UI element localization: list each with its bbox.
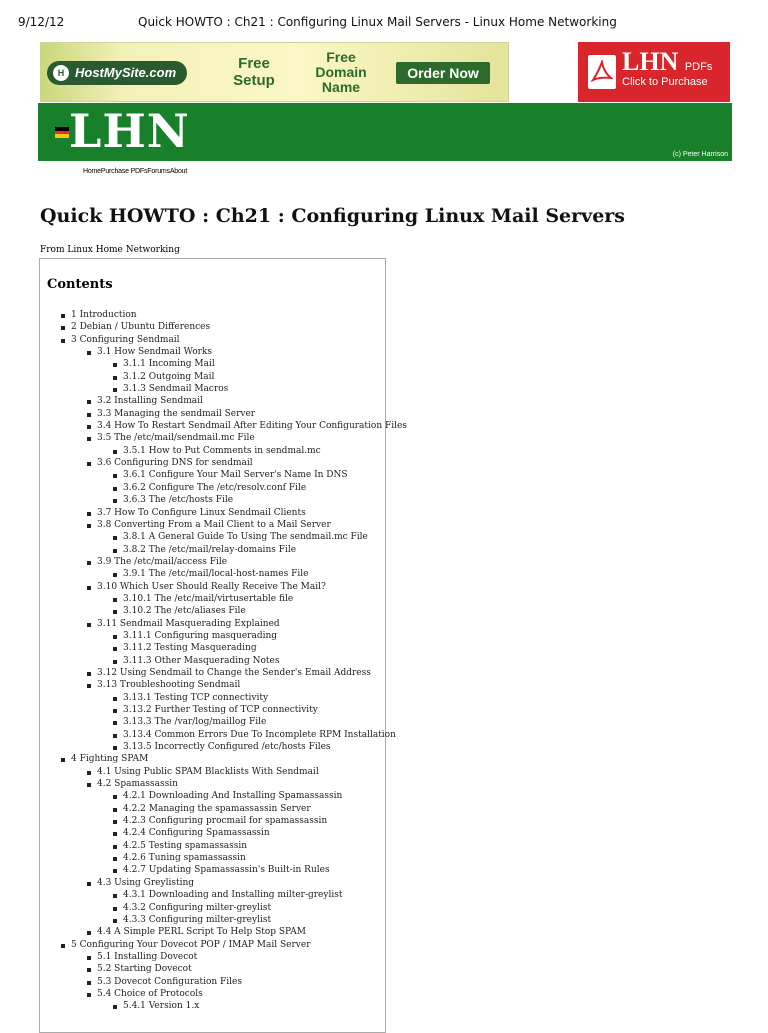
toc-title: Contents bbox=[47, 277, 113, 292]
lhn-pdfs-title-suffix: PDFs bbox=[684, 61, 713, 73]
toc-item[interactable]: 3.10.1 The /etc/mail/virtusertable file bbox=[40, 593, 407, 605]
toc-item[interactable]: 3.8 Converting From a Mail Client to a Mail Server bbox=[40, 519, 407, 531]
from-line: From Linux Home Networking bbox=[40, 245, 180, 255]
toc-item[interactable]: 2 Debian / Ubuntu Differences bbox=[40, 321, 407, 333]
toc-item[interactable]: 4.3.1 Downloading and Installing milter-greylist bbox=[40, 889, 407, 901]
toc-item[interactable]: 4.3.2 Configuring milter-greylist bbox=[40, 902, 407, 914]
toc-item[interactable]: 5.4 Choice of Protocols bbox=[40, 988, 407, 1000]
toc-item[interactable]: 3.1.1 Incoming Mail bbox=[40, 358, 407, 370]
print-header bbox=[0, 0, 768, 40]
lhn-pdfs-title-main: LHN bbox=[622, 47, 679, 76]
toc-item[interactable]: 3.6 Configuring DNS for sendmail bbox=[40, 457, 407, 469]
toc-item[interactable]: 3.6.3 The /etc/hosts File bbox=[40, 494, 407, 506]
toc-item[interactable]: 5.2 Starting Dovecot bbox=[40, 963, 407, 975]
toc-item[interactable]: 4.2.6 Tuning spamassassin bbox=[40, 852, 407, 864]
toc-item[interactable]: 4.3 Using Greylisting bbox=[40, 877, 407, 889]
hostmysite-logo-text: HostMySite.com bbox=[75, 65, 177, 80]
toc-list bbox=[40, 309, 407, 1013]
toc-item[interactable]: 4.4 A Simple PERL Script To Help Stop SPAM bbox=[40, 926, 407, 938]
toc-item[interactable]: 3.1 How Sendmail Works bbox=[40, 346, 407, 358]
pdf-icon bbox=[588, 55, 616, 89]
flag-icon bbox=[55, 127, 69, 138]
toc-item[interactable]: 3 Configuring Sendmail bbox=[40, 334, 407, 346]
ad-order-now-button[interactable]: Order Now bbox=[396, 62, 490, 84]
toc-item[interactable]: 3.9.1 The /etc/mail/local-host-names File bbox=[40, 568, 407, 580]
toc-item[interactable]: 4.2.5 Testing spamassassin bbox=[40, 840, 407, 852]
toc-item[interactable]: 3.10 Which User Should Really Receive The Mail? bbox=[40, 581, 407, 593]
toc-item[interactable]: 3.10.2 The /etc/aliases File bbox=[40, 605, 407, 617]
toc-item[interactable]: 3.6.1 Configure Your Mail Server's Name In DNS bbox=[40, 469, 407, 481]
toc-item[interactable]: 3.11 Sendmail Masquerading Explained bbox=[40, 618, 407, 630]
toc-item[interactable]: 3.5.1 How to Put Comments in sendmal.mc bbox=[40, 445, 407, 457]
toc-item[interactable]: 4.2.7 Updating Spamassassin's Built-in Rules bbox=[40, 864, 407, 876]
ad-free-domain-text: Free Domain Name bbox=[315, 49, 367, 95]
toc-item[interactable]: 3.12 Using Sendmail to Change the Sender's Email Address bbox=[40, 667, 407, 679]
toc-item[interactable]: 5.4.1 Version 1.x bbox=[40, 1000, 407, 1012]
toc-item[interactable]: 3.13.3 The /var/log/maillog File bbox=[40, 716, 407, 728]
lhn-pdfs-ad-banner[interactable] bbox=[578, 42, 730, 102]
toc-item[interactable]: 4.2.2 Managing the spamassassin Server bbox=[40, 803, 407, 815]
toc-item[interactable]: 4.3.3 Configuring milter-greylist bbox=[40, 914, 407, 926]
toc-item[interactable]: 3.7 How To Configure Linux Sendmail Clients bbox=[40, 507, 407, 519]
nav-purchase-pdfs-link[interactable]: Purchase PDFs bbox=[100, 168, 148, 175]
print-date: 9/12/12 bbox=[18, 15, 65, 29]
toc-item[interactable]: 3.11.2 Testing Masquerading bbox=[40, 642, 407, 654]
top-navigation bbox=[83, 168, 187, 175]
print-title: Quick HOWTO : Ch21 : Configuring Linux Mail Servers - Linux Home Networking bbox=[138, 15, 617, 29]
table-of-contents bbox=[39, 258, 407, 1033]
nav-home-link[interactable]: Home bbox=[83, 168, 101, 175]
toc-item[interactable]: 3.11.1 Configuring masquerading bbox=[40, 630, 407, 642]
hostmysite-logo bbox=[47, 61, 187, 85]
toc-item[interactable]: 3.13.1 Testing TCP connectivity bbox=[40, 692, 407, 704]
click-to-purchase-text: Click to Purchase bbox=[622, 76, 708, 88]
toc-item[interactable]: 3.8.1 A General Guide To Using The sendmail.mc File bbox=[40, 531, 407, 543]
toc-item[interactable]: 3.13.4 Common Errors Due To Incomplete RPM Installation bbox=[40, 729, 407, 741]
nav-forums-link[interactable]: Forums bbox=[147, 168, 170, 175]
toc-item[interactable]: 4.2.3 Configuring procmail for spamassassin bbox=[40, 815, 407, 827]
site-header bbox=[38, 103, 732, 161]
hostmysite-ad-banner[interactable] bbox=[40, 42, 509, 102]
site-logo[interactable]: LHN bbox=[69, 104, 190, 158]
page-title: Quick HOWTO : Ch21 : Configuring Linux Mail Servers bbox=[40, 205, 625, 227]
toc-item[interactable]: 1 Introduction bbox=[40, 309, 407, 321]
toc-item[interactable]: 5.1 Installing Dovecot bbox=[40, 951, 407, 963]
toc-item[interactable]: 3.3 Managing the sendmail Server bbox=[40, 408, 407, 420]
toc-item[interactable]: 3.11.3 Other Masquerading Notes bbox=[40, 655, 407, 667]
toc-item[interactable]: 4 Fighting SPAM bbox=[40, 753, 407, 765]
copyright-text: (c) Peter Harrison bbox=[672, 151, 728, 158]
toc-item[interactable]: 3.13.2 Further Testing of TCP connectivity bbox=[40, 704, 407, 716]
toc-item[interactable]: 3.5 The /etc/mail/sendmail.mc File bbox=[40, 432, 407, 444]
toc-item[interactable]: 3.13.5 Incorrectly Configured /etc/hosts Files bbox=[40, 741, 407, 753]
toc-item[interactable]: 3.13 Troubleshooting Sendmail bbox=[40, 679, 407, 691]
toc-item[interactable]: 5 Configuring Your Dovecot POP / IMAP Mail Server bbox=[40, 939, 407, 951]
toc-item[interactable]: 3.8.2 The /etc/mail/relay-domains File bbox=[40, 544, 407, 556]
toc-item[interactable]: 4.2.1 Downloading And Installing Spamassassin bbox=[40, 790, 407, 802]
toc-item[interactable]: 3.4 How To Restart Sendmail After Editing Your Configuration Files bbox=[40, 420, 407, 432]
toc-item[interactable]: 4.1 Using Public SPAM Blacklists With Sendmail bbox=[40, 766, 407, 778]
toc-item[interactable]: 3.9 The /etc/mail/access File bbox=[40, 556, 407, 568]
toc-item[interactable]: 3.6.2 Configure The /etc/resolv.conf File bbox=[40, 482, 407, 494]
toc-item[interactable]: 3.1.3 Sendmail Macros bbox=[40, 383, 407, 395]
flag-stripe bbox=[55, 134, 69, 138]
toc-item[interactable]: 4.2 Spamassassin bbox=[40, 778, 407, 790]
toc-item[interactable]: 3.2 Installing Sendmail bbox=[40, 395, 407, 407]
toc-item[interactable]: 3.1.2 Outgoing Mail bbox=[40, 371, 407, 383]
toc-item[interactable]: 4.2.4 Configuring Spamassassin bbox=[40, 827, 407, 839]
nav-about-link[interactable]: About bbox=[169, 168, 188, 175]
hostmysite-logo-icon: H bbox=[53, 65, 69, 81]
toc-item[interactable]: 5.3 Dovecot Configuration Files bbox=[40, 976, 407, 988]
ad-free-setup-text: Free Setup bbox=[233, 55, 275, 89]
